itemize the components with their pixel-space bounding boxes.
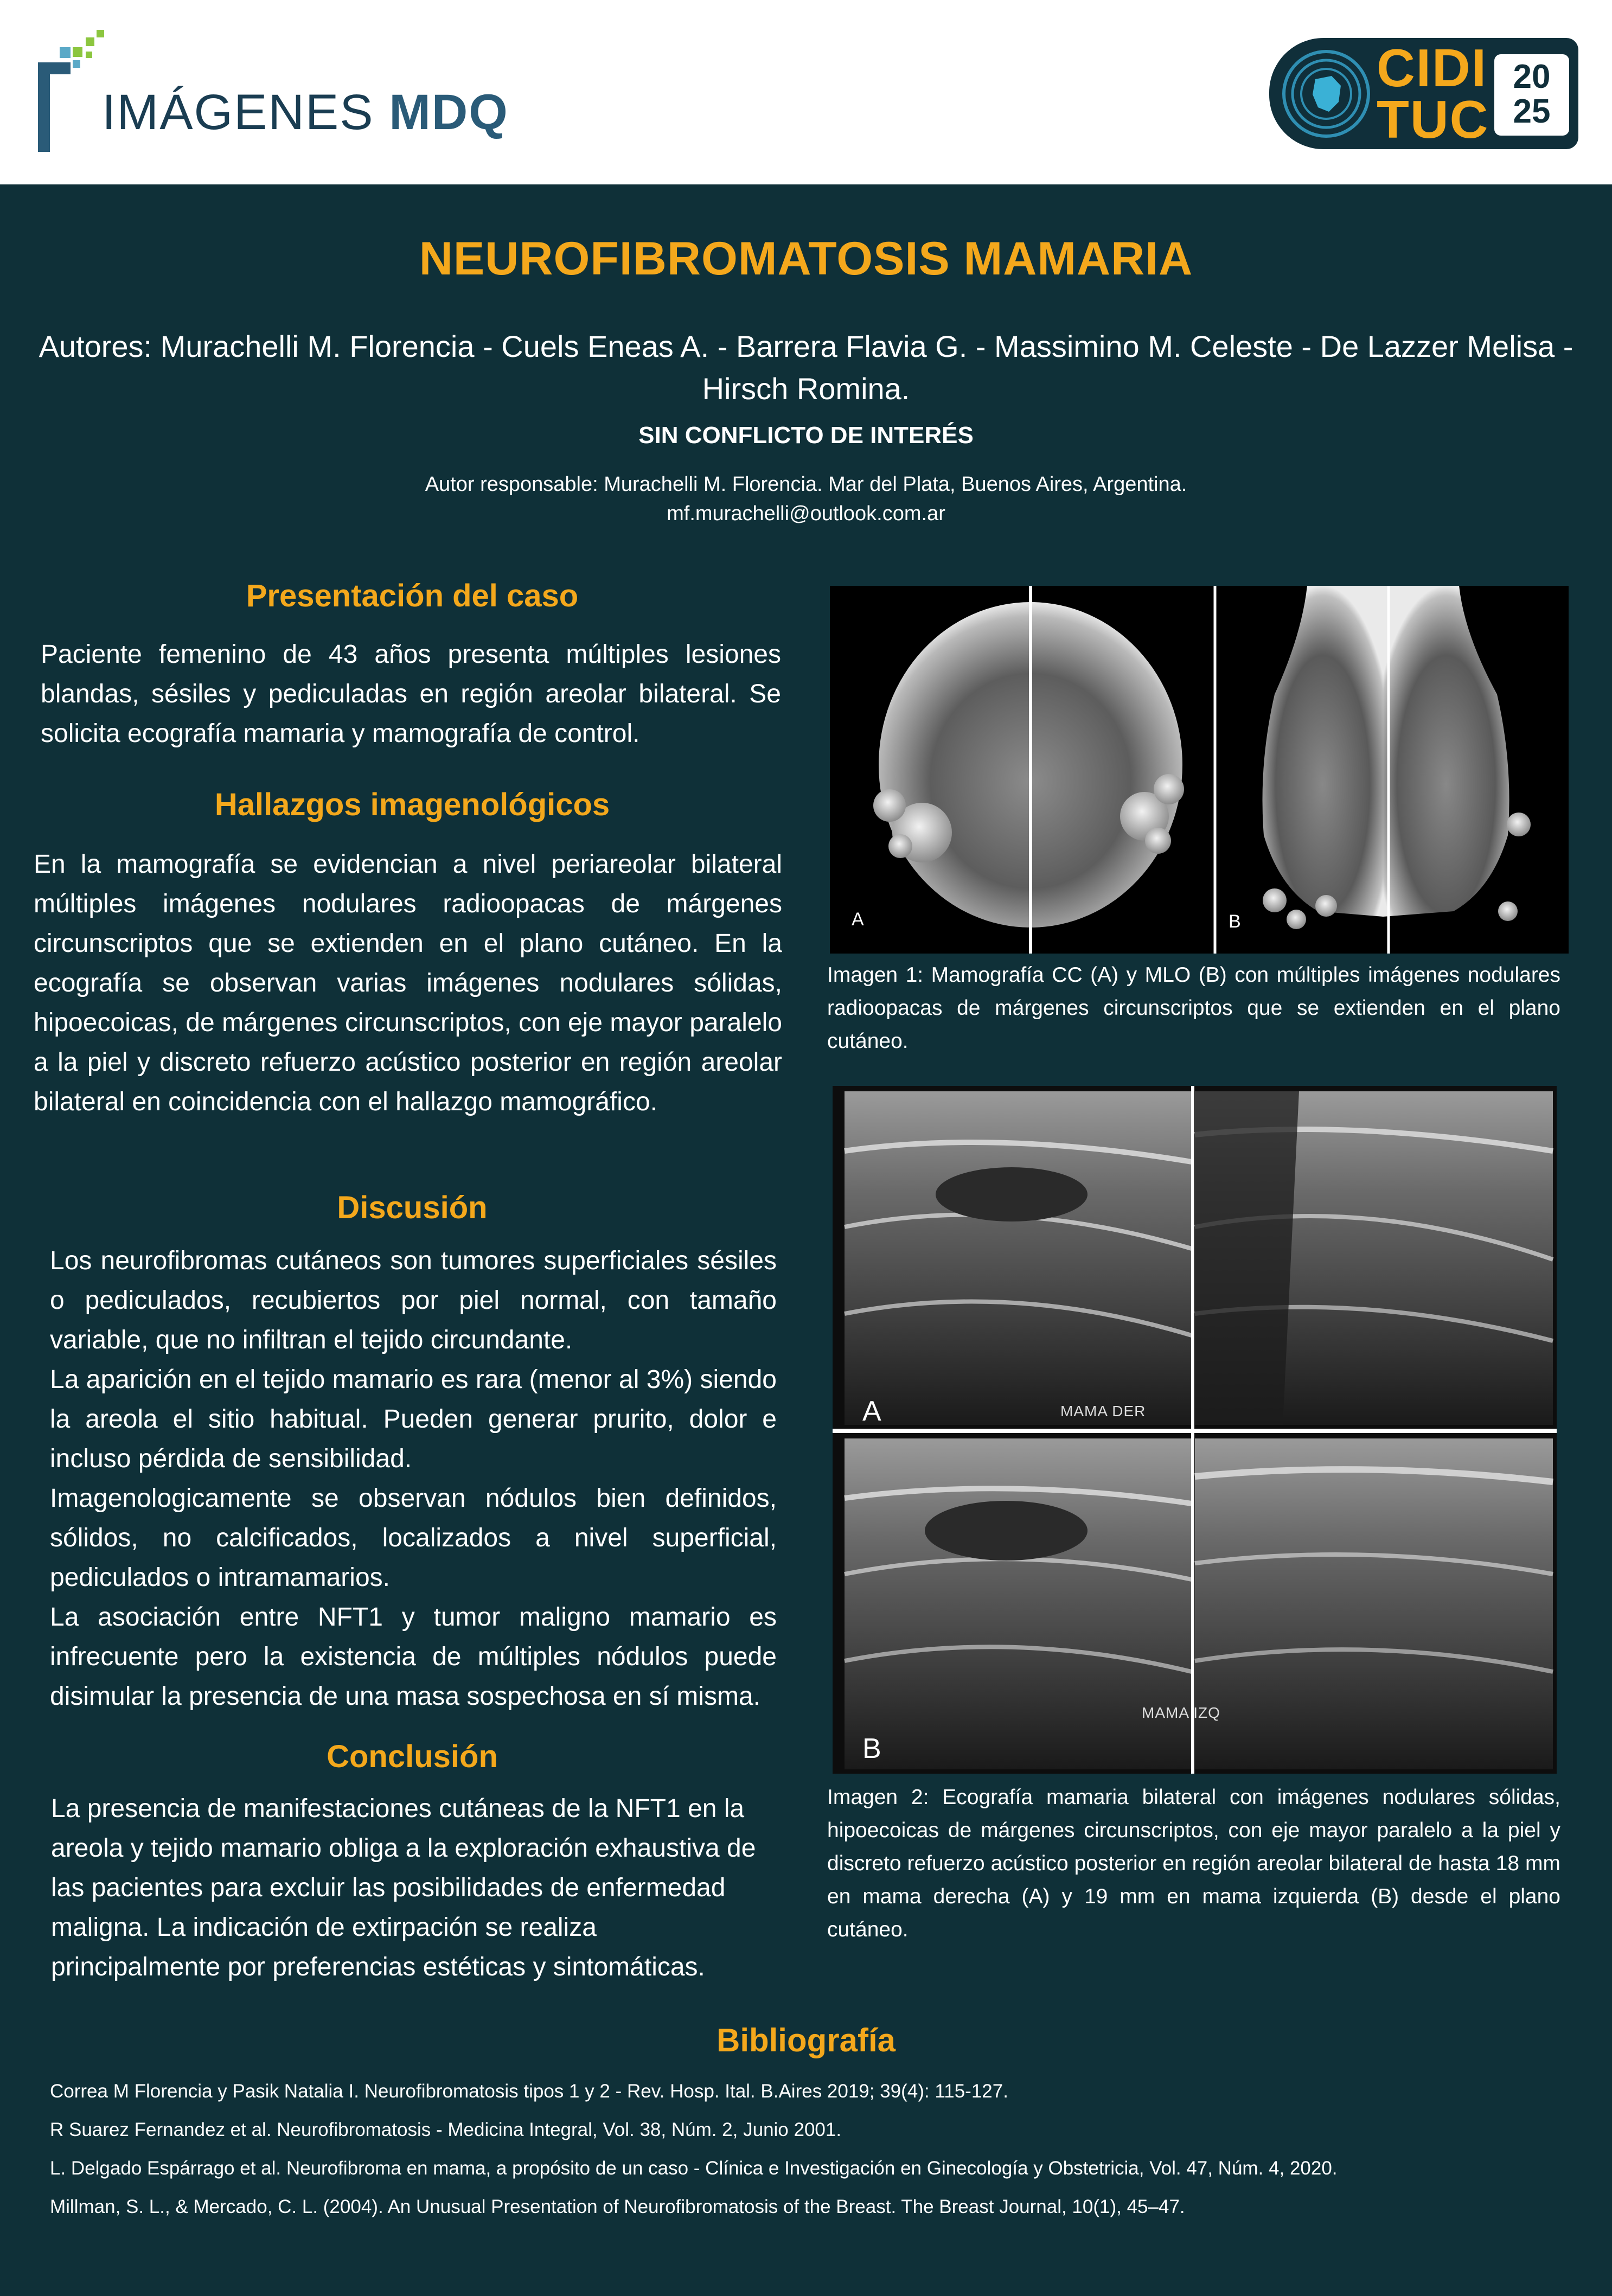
bibliography-item: Correa M Florencia y Pasik Natalia I. Neurofibromatosis tipos 1 y 2 - Rev. Hosp. Ital. B.Aires 2019; 39(4): 115-127. [50, 2081, 1008, 2102]
province-map-icon [1280, 48, 1372, 140]
ultrasound-label-a: A [862, 1396, 881, 1427]
ciditucc-2025-logo [1269, 38, 1578, 149]
heading-hallazgos: Hallazgos imagenológicos [214, 787, 610, 822]
text-conclusion: La presencia de manifestaciones cutáneas de la NFT1 en la areola y tejido mamario obliga a la exploración exhaustiva de las pacientes para excluir las posibilidades de enfermedad maligna. La indicación de extirpación se realiza principalmente por preferencias estéticas y sintomáticas. [51, 1794, 756, 1981]
poster-title: NEUROFIBROMATOSIS MAMARIA [419, 233, 1193, 285]
text-presentacion: Paciente femenino de 43 años presenta múltiples lesiones blandas, sésiles y pediculadas en región areolar bilateral. Se solicita ecografía mamaria y mamografía de control. [41, 640, 781, 748]
authors-line-2: Hirsch Romina. [702, 372, 910, 406]
ultrasound-tag-a: MAMA DER [1060, 1403, 1146, 1419]
heading-conclusion: Conclusión [327, 1739, 498, 1774]
bibliography-item: Millman, S. L., & Mercado, C. L. (2004). An Unusual Presentation of Neurofibromatosis of the Breast. The Breast Journal, 10(1), 45–47. [50, 2196, 1185, 2217]
responsible-author [0, 470, 1612, 528]
ultrasound-label-b: B [862, 1733, 881, 1764]
authors-line-1: Autores: Murachelli M. Florencia - Cuels Eneas A. - Barrera Flavia G. - Massimino M. Celeste - De Lazzer Melisa - [39, 329, 1573, 363]
mammo-label-b: B [1229, 911, 1241, 932]
authors [22, 325, 1590, 410]
logo-text: IMÁGENES MDQ [102, 85, 509, 140]
discusion-paragraph-3: Imagenologicamente se observan nódulos bien definidos, sólidos, no calcificados, localizados a nivel superficial, pediculados o intramamarios. [50, 1484, 777, 1592]
mammography-image [830, 586, 1569, 954]
responsible-line-1: Autor responsable: Murachelli M. Florencia. Mar del Plata, Buenos Aires, Argentina. [425, 473, 1187, 496]
conflict-statement: SIN CONFLICTO DE INTERÉS [638, 422, 974, 449]
imagenes-mdq-logo [38, 30, 509, 155]
mammography-caption: Imagen 1: Mamografía CC (A) y MLO (B) con múltiples imágenes nodulares radioopacas de márgenes circunscriptos que se extienden en el plano cutáneo. [827, 963, 1560, 1053]
bibliography-list [50, 2072, 1569, 2226]
ultrasound-caption: Imagen 2: Ecografía mamaria bilateral con imágenes nodulares sólidas, hipoecoicas de márgenes circunscriptos, con eje mayor paralelo a la piel y discreto refuerzo acústico posterior en región areolar bilateral de hasta 18 mm en mama derecha (A) y 19 mm en mama izquierda (B) desde el plano cutáneo. [827, 1786, 1560, 1941]
ultrasound-tag-b: MAMA IZQ [1142, 1704, 1220, 1721]
author-email: mf.murachelli@outlook.com.ar [667, 502, 945, 525]
bibliography-item: R Suarez Fernandez et al. Neurofibromatosis - Medicina Integral, Vol. 38, Núm. 2, Junio 2001. [50, 2119, 842, 2140]
discusion-paragraph-2: La aparición en el tejido mamario es rara (menor al 3%) siendo la areola el sitio habitual. Pueden generar prurito, dolor e incluso pérdida de sensibilidad. [50, 1365, 777, 1473]
discusion-paragraph-4: La asociación entre NFT1 y tumor maligno mamario es infrecuente pero la existencia de múltiples nódulos puede disimular la presencia de una masa sospechosa en sí misma. [50, 1603, 777, 1711]
heading-discusion: Discusión [337, 1190, 488, 1225]
heading-bibliografia: Bibliografía [716, 2022, 896, 2058]
ultrasound-figure [833, 1086, 1557, 1774]
header-band [0, 0, 1612, 184]
ultrasound-image [833, 1086, 1557, 1774]
discusion-paragraph-1: Los neurofibromas cutáneos son tumores superficiales sésiles o pediculados, recubiertos por piel normal, con tamaño variable, que no infiltran el tejido circundante. [50, 1246, 777, 1354]
heading-presentacion: Presentación del caso [246, 578, 579, 613]
mammo-label-a: A [852, 909, 864, 930]
text-hallazgos: En la mamografía se evidencian a nivel periareolar bilateral múltiples imágenes nodulares radioopacas de márgenes circunscriptos que se extienden en el plano cutáneo. En la ecografía se observan varias imágenes nodulares sólidas, hipoecoicas, de márgenes circunscriptos, con eje mayor paralelo a la piel y discreto refuerzo acústico posterior en región areolar bilateral en coincidencia con el hallazgo mamográfico. [34, 850, 782, 1116]
bibliography-item: L. Delgado Espárrago et al. Neurofibroma en mama, a propósito de un caso - Clínica e Investigación en Ginecología y Obstetricia, Vol. 47, Núm. 4, 2020. [50, 2158, 1338, 2179]
text-discusion [50, 1241, 777, 1716]
year-badge: 20 25 [1494, 54, 1569, 136]
cidi-tuc-text: CIDI TUC [1377, 38, 1489, 149]
mammography-figure [830, 586, 1569, 954]
